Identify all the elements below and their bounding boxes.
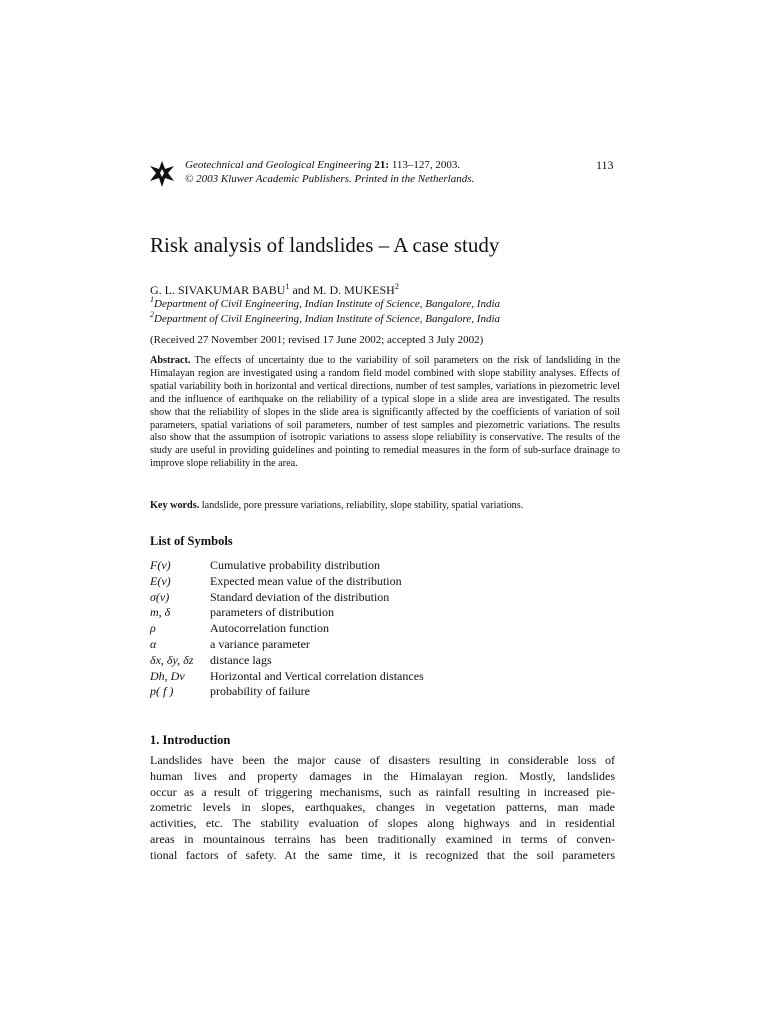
journal-citation-line: [185, 158, 474, 172]
symbol-row: [150, 653, 620, 669]
affiliation-mark: 1: [150, 295, 154, 304]
author-name: G. L. SIVAKUMAR BABU: [150, 283, 286, 297]
journal-name: Geotechnical and Geological Engineering: [185, 159, 372, 171]
symbol-row: [150, 684, 620, 700]
text-line: zometric levels in slopes, earthquakes, changes in vegetation patterns, man made: [150, 800, 615, 815]
symbols-list: [150, 558, 620, 700]
symbol-description: parameters of distribution: [210, 605, 334, 620]
text-line: areas in mountainous terrains has been traditionally examined in terms of conven-: [150, 831, 615, 846]
symbol: p( f ): [150, 684, 174, 699]
author-name: M. D. MUKESH: [312, 283, 395, 297]
keywords: [150, 499, 620, 512]
journal-header: [185, 158, 474, 186]
symbol-row: [150, 574, 620, 590]
symbol: δx, δy, δz: [150, 652, 194, 667]
abstract: [150, 355, 620, 471]
journal-volume: 21:: [374, 159, 390, 171]
affiliation: [150, 310, 501, 326]
symbol: σ(v): [150, 589, 170, 604]
symbol: ρ: [150, 621, 156, 636]
symbol-row: [150, 558, 620, 574]
symbol: m, δ: [150, 605, 171, 620]
symbol-description: Autocorrelation function: [210, 621, 329, 636]
text-line: occur as a result of triggering mechanisms, such as rainfall resulting in increased pie-: [150, 784, 615, 799]
affiliation-mark: 2: [150, 310, 154, 319]
symbol-description: distance lags: [210, 652, 272, 667]
paper-title: Risk analysis of landslides – A case study: [150, 233, 500, 257]
text-line: tional factors of safety. At the same time, it is recognized that the soil parameters: [150, 847, 615, 862]
received-dates: (Received 27 November 2001; revised 17 June 2002; accepted 3 July 2002): [150, 334, 484, 346]
symbol-description: Standard deviation of the distribution: [210, 589, 390, 604]
keywords-label: Key words.: [150, 500, 200, 511]
abstract-text: The effects of uncertainty due to the variability of soil parameters on the risk of landsliding in the Himalayan region are investigated using a random field model combined with slope stability analyses. Effects of spatial variability both in horizontal and vertical directions, number of test samples, variations in piezometric level and the influence of earthquake on the reliability of a typical slope in a slide area are investigated. The results show that the reliability of slopes in the slide area is significantly affected by the coefficients of variation of soil parameters, spatial variations of soil parameters, number of test samples and piezometric variations. The results also show that the assumption of isotropic variations to assess slope reliability is conservative. The results of the study are useful in providing guidelines and pointing to remedial measures in the form of sub-surface drainage to improve slope reliability in the area.: [150, 355, 620, 470]
affiliation-text: Department of Civil Engineering, Indian Institute of Science, Bangalore, India: [154, 298, 501, 310]
copyright-line: © 2003 Kluwer Academic Publishers. Printed in the Netherlands.: [185, 173, 475, 185]
symbol-row: [150, 637, 620, 653]
author-affiliation-mark: 1: [285, 282, 290, 291]
symbol-row: [150, 605, 620, 621]
page-number: 113: [596, 158, 614, 172]
text-line: human lives and property damages in the Himalayan region. Mostly, landslides: [150, 768, 615, 783]
symbols-heading: List of Symbols: [150, 534, 233, 548]
abstract-label: Abstract.: [150, 355, 191, 366]
symbol: E(v): [150, 573, 171, 588]
text-line: Landslides have been the major cause of disasters resulting in considerable loss of: [150, 753, 615, 767]
symbol-description: probability of failure: [210, 684, 310, 699]
author-affiliation-mark: 2: [394, 282, 399, 291]
introduction-body: [150, 753, 615, 864]
text-line: activities, etc. The stability evaluation of slopes along highways and in residential: [150, 816, 615, 831]
symbol-description: Expected mean value of the distribution: [210, 573, 402, 588]
symbol: Dh, Dv: [150, 668, 185, 683]
introduction-heading: 1. Introduction: [150, 733, 231, 747]
journal-pages: 113–127, 2003.: [391, 159, 461, 171]
symbol-description: Horizontal and Vertical correlation distances: [210, 668, 424, 683]
keywords-text: landslide, pore pressure variations, reliability, slope stability, spatial variations.: [201, 500, 524, 511]
symbol-row: [150, 669, 620, 685]
publisher-logo-icon: [149, 160, 175, 188]
symbol-row: [150, 621, 620, 637]
symbol: α: [150, 636, 157, 651]
author-line: [150, 283, 399, 297]
symbol-description: a variance parameter: [210, 636, 310, 651]
affiliation: [150, 295, 501, 311]
symbol-description: Cumulative probability distribution: [210, 558, 380, 572]
author-conjunction: and: [292, 283, 310, 297]
symbol: F(v): [150, 558, 171, 572]
symbol-row: [150, 590, 620, 606]
affiliation-text: Department of Civil Engineering, Indian Institute of Science, Bangalore, India: [154, 313, 501, 325]
